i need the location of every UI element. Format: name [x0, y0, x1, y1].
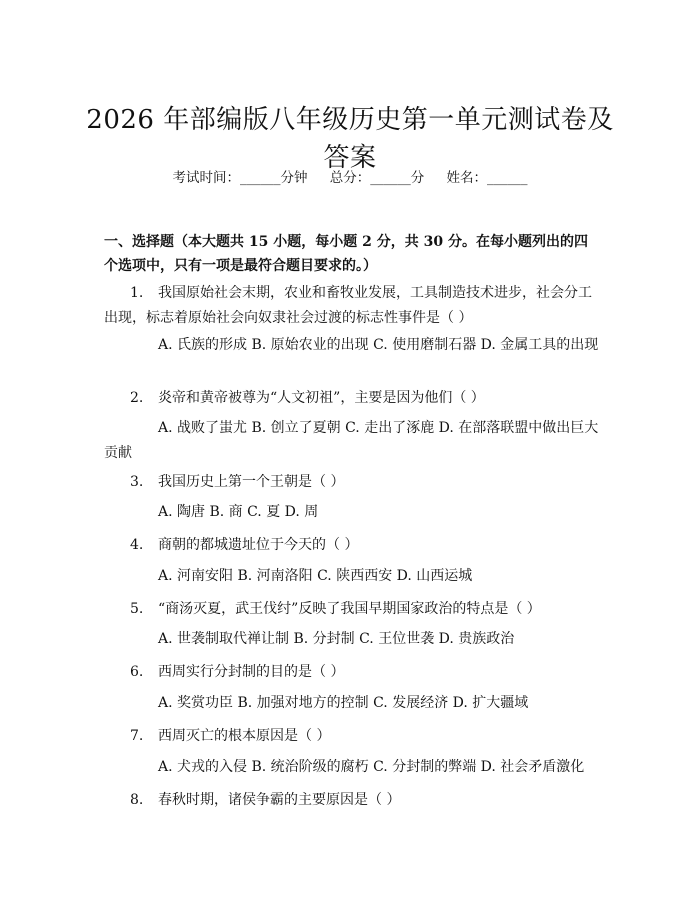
page-title	[80, 101, 620, 177]
exam-time-field	[172, 168, 307, 188]
options-text: A. 陶唐 B. 商 C. 夏 D. 周	[158, 504, 319, 520]
exam-time-unit: 分钟	[280, 170, 308, 186]
question-stem: 春秋时期，诸侯争霸的主要原因是（ ）	[158, 792, 401, 808]
options-text: A. 犬戎的入侵 B. 统治阶级的腐朽 C. 分封制的弊端 D. 社会矛盾激化	[158, 759, 585, 775]
question-2	[104, 386, 600, 411]
student-name-label: 姓名：	[446, 170, 488, 186]
student-name-field	[447, 168, 528, 188]
exam-time-label: 考试时间：	[172, 170, 240, 186]
question-3-options	[104, 500, 600, 525]
total-score-unit: 分	[410, 170, 425, 186]
question-stem: 炎帝和黄帝被尊为“人文初祖”，主要是因为他们（ ）	[158, 390, 485, 406]
question-5	[104, 597, 600, 622]
options-text: A. 世袭制取代禅让制 B. 分封制 C. 王位世袭 D. 贵族政治	[158, 631, 515, 647]
total-score-field	[330, 168, 425, 188]
question-number: 4.	[130, 537, 144, 553]
exam-info-line	[0, 168, 700, 188]
total-score-label: 总分：	[329, 170, 371, 186]
question-2-options	[104, 416, 600, 466]
question-number: 5.	[130, 601, 144, 617]
question-number: 7.	[130, 728, 144, 744]
question-8	[104, 788, 600, 813]
question-stem: “商汤灭夏，武王伐纣”反映了我国早期国家政治的特点是（ ）	[158, 601, 541, 617]
question-stem: 西周灭亡的根本原因是（ ）	[158, 728, 331, 744]
options-text: A. 氏族的形成 B. 原始农业的出现 C. 使用磨制石器 D. 金属工具的出现	[158, 337, 599, 353]
question-stem: 我国原始社会末期，农业和畜牧业发展，工具制造技术进步，社会分工出现，标志着原始社会向奴隶社会过渡的标志性事件是（ ）	[104, 285, 592, 326]
question-6	[104, 660, 600, 685]
total-score-blank: ______	[370, 170, 411, 186]
question-stem: 我国历史上第一个王朝是（ ）	[158, 474, 345, 490]
question-number: 2.	[130, 390, 144, 406]
question-4-options	[104, 564, 600, 589]
question-4	[104, 533, 600, 558]
title-line-1: 2026 年部编版八年级历史第一单元测试卷及	[86, 105, 614, 136]
question-number: 6.	[130, 664, 144, 680]
question-7	[104, 724, 600, 749]
section-heading: 一、选择题（本大题共 15 小题，每小题 2 分，共 30 分。在每小题列出的四个选项中，只有一项是最符合题目要求的。）	[104, 234, 588, 274]
question-stem: 商朝的都城遗址位于今天的（ ）	[158, 537, 359, 553]
question-1	[104, 281, 600, 331]
options-text: A. 战败了蚩尤 B. 创立了夏朝 C. 走出了涿鹿 D. 在部落联盟中做出巨大贡献	[104, 420, 599, 461]
question-3	[104, 470, 600, 495]
options-text: A. 奖赏功臣 B. 加强对地方的控制 C. 发展经济 D. 扩大疆域	[158, 695, 529, 711]
question-stem: 西周实行分封制的目的是（ ）	[158, 664, 345, 680]
title-line-2: 答案	[323, 143, 377, 174]
question-6-options	[104, 691, 600, 716]
options-text: A. 河南安阳 B. 河南洛阳 C. 陕西西安 D. 山西运城	[158, 568, 473, 584]
question-number: 8.	[130, 792, 144, 808]
student-name-blank: ______	[487, 170, 528, 186]
question-1-options	[104, 333, 600, 358]
question-number: 3.	[130, 474, 144, 490]
question-7-options	[104, 755, 600, 780]
question-5-options	[104, 627, 600, 652]
question-number: 1.	[130, 285, 144, 301]
exam-time-blank: ______	[239, 170, 281, 186]
